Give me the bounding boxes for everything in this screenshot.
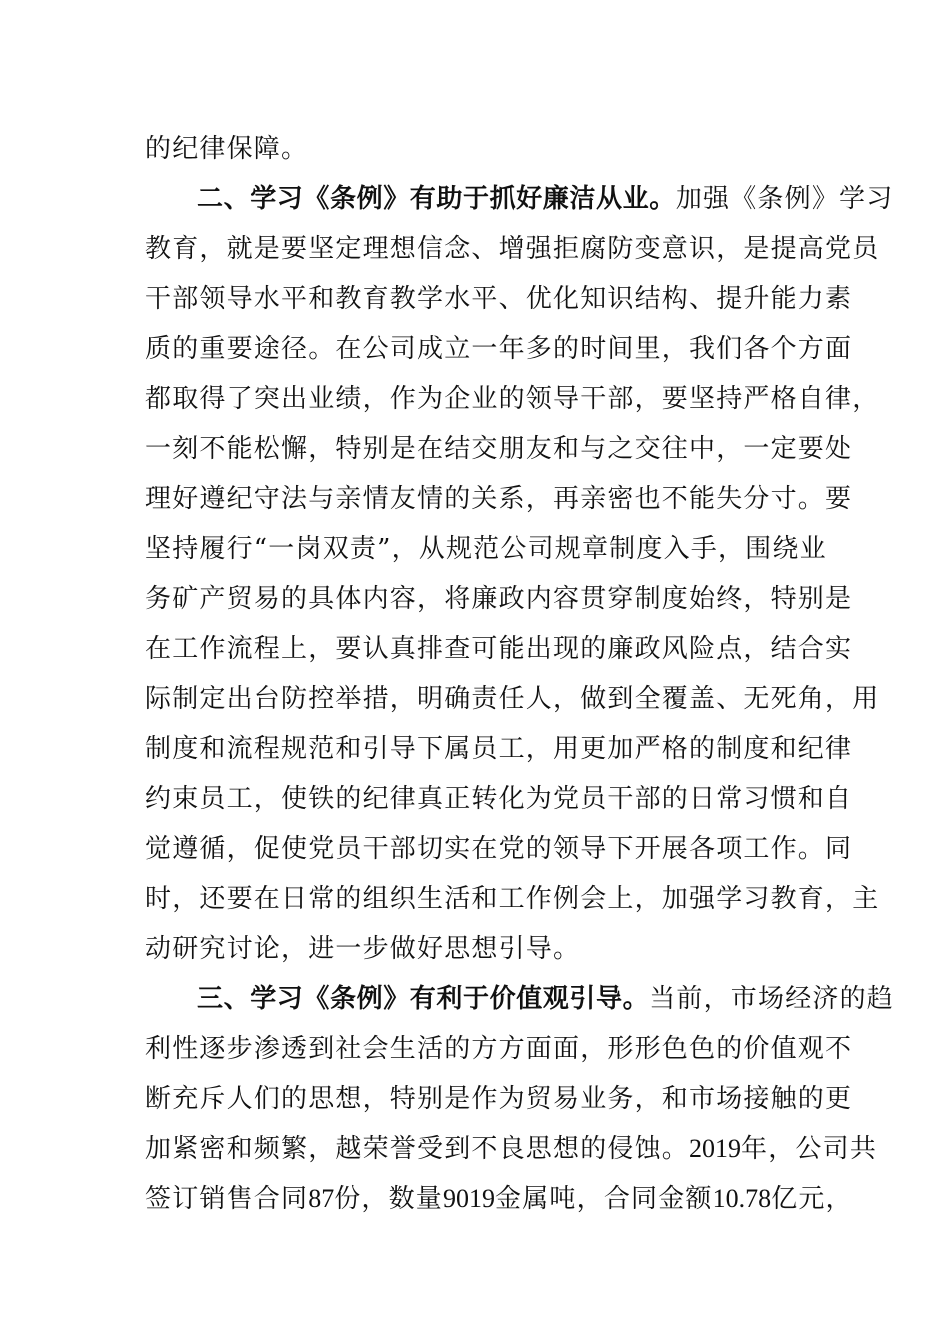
paragraph-line [145,324,853,374]
line-text: 加强《条例》学习 [675,184,894,214]
paragraph-line [145,924,815,974]
line-text: 坚持履行“一岗双责”，从规范公司规章制度入手，围绕业 [145,534,827,564]
line-text: 时，还要在日常的组织生活和工作例会上，加强学习教育，主 [145,884,880,914]
paragraph-line [145,674,880,724]
line-text: 加紧密和频繁，越荣誉受到不良思想的侵蚀。 [145,1134,690,1164]
line-text: 份，数量 [334,1184,444,1214]
contract-count: 87 [308,1184,335,1213]
line-text: 务矿产贸易的具体内容，将廉政内容贯穿制度始终，特别是 [145,584,853,614]
line-text: 质的重要途径。在公司成立一年多的时间里，我们各个方面 [145,334,853,364]
line-text: 断充斥人们的思想，特别是作为贸易业务，和市场接触的更 [145,1084,853,1114]
paragraph-line [145,724,853,774]
line-text: 金属吨，合同金额 [495,1184,713,1214]
section-two-heading: 二、学习《条例》有助于抓好廉洁从业。 [197,184,676,214]
line-text: 觉遵循，促使党员干部切实在党的领导下开展各项工作。同 [145,834,853,864]
line-text: 动研究讨论，进一步做好思想引导。 [145,934,581,964]
paragraph-line [145,1024,853,1074]
line-text: 的纪律保障。 [145,134,309,164]
paragraph-line [145,874,880,924]
paragraph-line [145,374,880,424]
paragraph-line [145,774,853,824]
line-text: 际制定出台防控举措，明确责任人，做到全覆盖、无死角，用 [145,684,880,714]
line-text: 当前，市场经济的趋 [649,984,895,1014]
line-text: 一刻不能松懈，特别是在结交朋友和与之交往中，一定要处 [145,434,853,464]
paragraph-line [145,274,853,324]
paragraph-line [145,124,815,174]
section-three-heading: 三、学习《条例》有利于价值观引导。 [197,984,650,1014]
paragraph-line [145,524,827,574]
line-text: 利性逐步渗透到社会生活的方方面面，形形色色的价值观不 [145,1034,853,1064]
line-text: 理好遵纪守法与亲情友情的关系，再亲密也不能失分寸。要 [145,484,853,514]
line-text: 约束员工，使铁的纪律真正转化为党员干部的日常习惯和自 [145,784,853,814]
paragraph-line [145,424,853,474]
year-number: 2019 [689,1134,742,1163]
section-three-heading-line [197,974,895,1024]
paragraph-line [145,624,853,674]
paragraph-line [145,574,853,624]
paragraph-line [145,824,853,874]
contract-amount: 10.78 [712,1184,772,1213]
line-text: 亿元， [771,1184,853,1214]
paragraph-line [145,1074,853,1124]
metal-tonnage: 9019 [443,1184,496,1213]
line-text: 干部领导水平和教育教学水平、优化知识结构、提升能力素 [145,284,853,314]
line-text: 签订销售合同 [145,1184,309,1214]
line-text: 年，公司共 [741,1134,878,1164]
line-text: 在工作流程上，要认真排查可能出现的廉政风险点，结合实 [145,634,853,664]
paragraph-line [145,474,853,524]
section-two-heading-line [197,174,894,224]
paragraph-line [145,1124,878,1174]
paragraph-line [145,1174,853,1224]
line-text: 制度和流程规范和引导下属员工，用更加严格的制度和纪律 [145,734,853,764]
paragraph-line [145,224,880,274]
line-text: 都取得了突出业绩，作为企业的领导干部，要坚持严格自律， [145,384,880,414]
line-text: 教育，就是要坚定理想信念、增强拒腐防变意识，是提高党员 [145,234,880,264]
